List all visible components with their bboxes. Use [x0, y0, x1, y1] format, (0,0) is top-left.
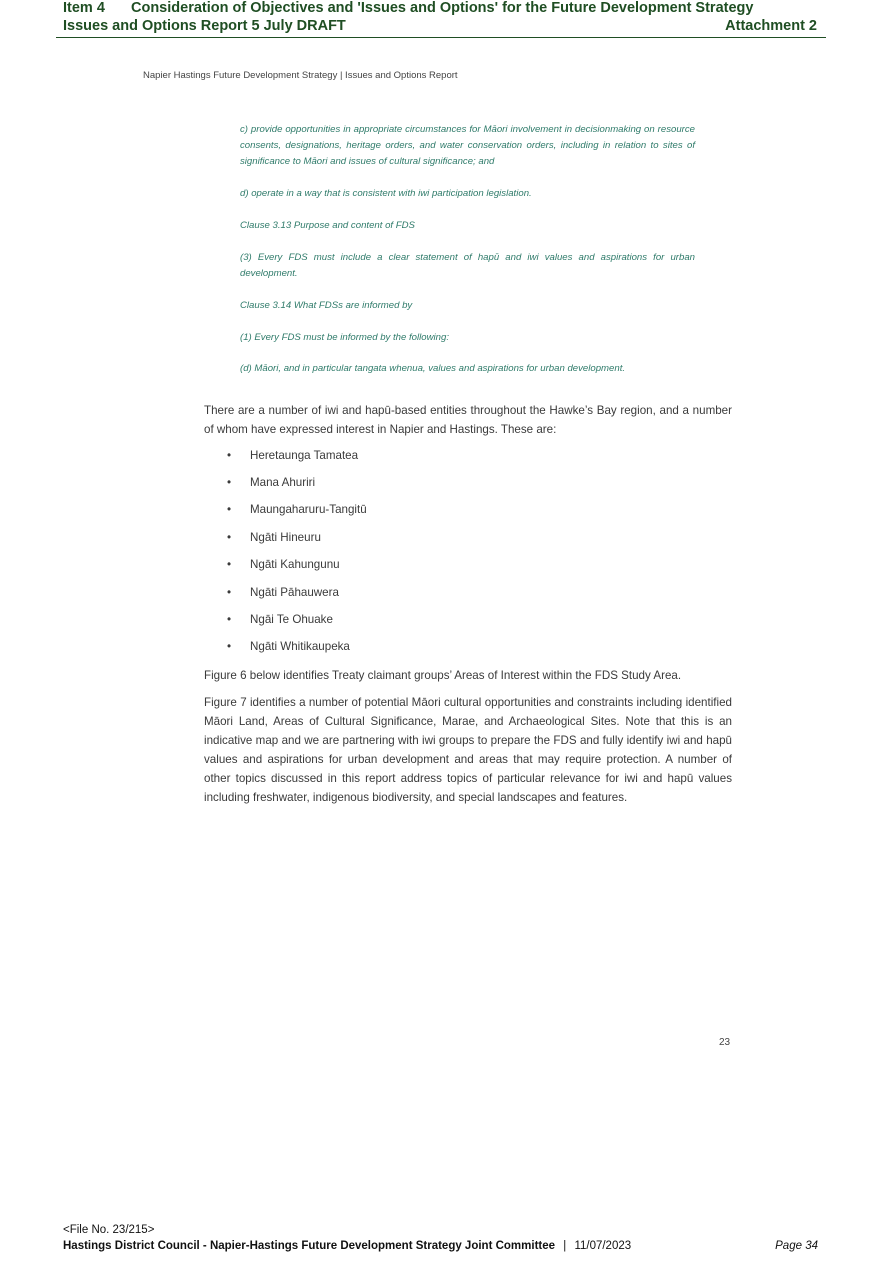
bullet-icon: •: [227, 640, 232, 653]
quote-clause-314-heading: Clause 3.14 What FDSs are informed by: [240, 300, 413, 311]
attachment-label: Attachment 2: [725, 18, 817, 34]
bullet-icon: •: [227, 531, 232, 544]
bullet-icon: •: [227, 613, 232, 626]
bullet-icon: •: [227, 503, 232, 516]
agenda-page-number: Page 34: [775, 1240, 818, 1252]
header-divider: [56, 37, 826, 38]
bullet-icon: •: [227, 586, 232, 599]
committee-name: Hastings District Council - Napier-Hastings Future Development Strategy Joint Committee: [63, 1240, 556, 1252]
figure-7-paragraph: Figure 7 identifies a number of potential Māori cultural opportunities and constraints including identified Māori Land, Areas of Cultural Significance, Marae, and Archaeological Sites. Note that this is an indicative map and we are partnering with iwi groups to prepare the FDS and fully identify iwi and hapū values and aspirations for urban development and areas that may require protection. A number of other topics discussed in this report address topics of particular relevance for iwi and hapū values including freshwater, indigenous biodiversity, and special landscapes and features.: [204, 696, 732, 804]
quote-clause-313-3: (3) Every FDS must include a clear statement of hapū and iwi values and aspirations for urban development.: [240, 252, 695, 279]
item-header: [63, 0, 753, 16]
bullet-icon: •: [227, 449, 232, 462]
quote-clause-313-heading: Clause 3.13 Purpose and content of FDS: [240, 220, 415, 231]
meeting-date: 11/07/2023: [574, 1240, 632, 1252]
report-page-number: 23: [719, 1037, 731, 1048]
file-number: <File No. 23/215>: [63, 1224, 155, 1236]
quote-clause-d: d) operate in a way that is consistent with iwi participation legislation.: [240, 188, 532, 199]
bullet-icon: •: [227, 476, 232, 489]
footer-separator: |: [563, 1240, 567, 1252]
item-number: Item 4: [63, 0, 105, 16]
footer-committee-line: [63, 1240, 631, 1252]
running-header: Napier Hastings Future Development Strategy | Issues and Options Report: [143, 70, 458, 81]
quote-clause-314-d: (d) Māori, and in particular tangata whenua, values and aspirations for urban development.: [240, 363, 626, 374]
quote-clause-314-1: (1) Every FDS must be informed by the following:: [240, 332, 450, 343]
report-subtitle: Issues and Options Report 5 July DRAFT: [63, 18, 346, 34]
quote-clause-c: c) provide opportunities in appropriate circumstances for Māori involvement in decisionmaking on resource consents, designations, heritage orders, and water conservation orders, including in relation to sites of significance to Māori and issues of cultural significance; and: [240, 124, 695, 167]
item-title: Consideration of Objectives and 'Issues and Options' for the Future Development Strategy: [131, 0, 754, 16]
intro-paragraph: There are a number of iwi and hapū-based entities throughout the Hawke’s Bay region, and a number of whom have expressed interest in Napier and Hastings. These are:: [204, 404, 732, 436]
bullet-icon: •: [227, 558, 232, 571]
figure-6-paragraph: Figure 6 below identifies Treaty claimant groups’ Areas of Interest within the FDS Study Area.: [204, 669, 682, 682]
